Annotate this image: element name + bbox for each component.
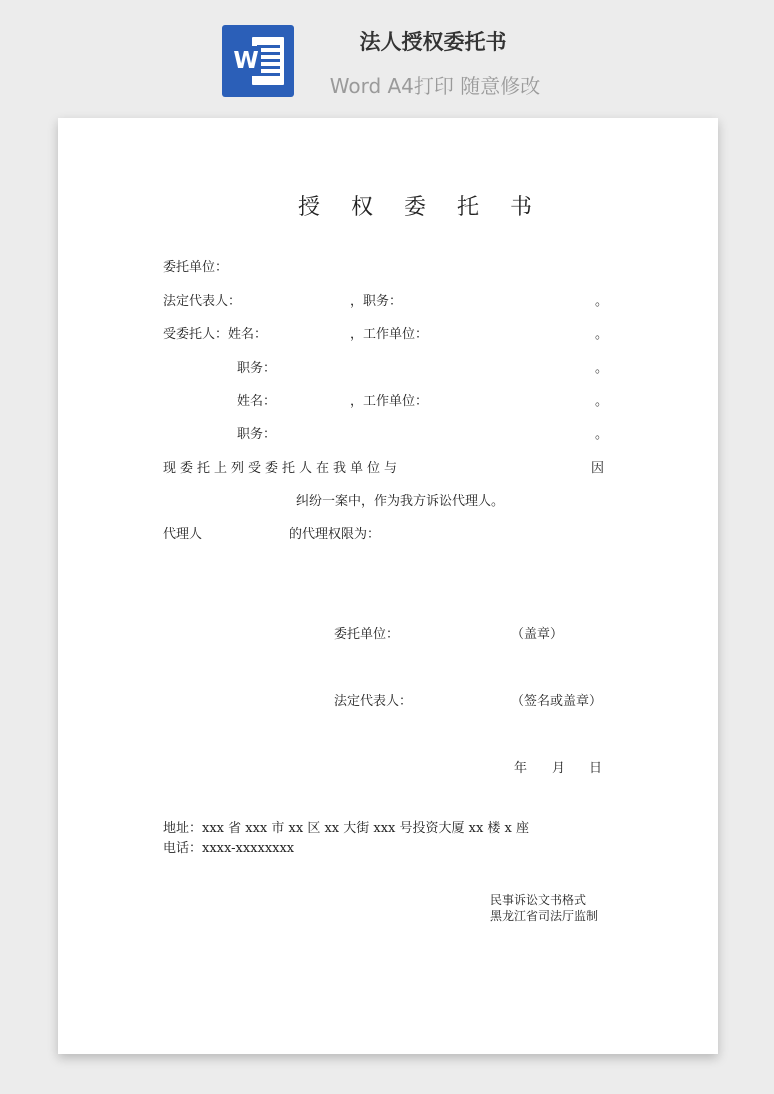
address-line: 地址：xxx 省 xxx 市 xx 区 xx 大街 xxx 号投资大厦 xx 楼 x 座 xyxy=(163,821,530,836)
document-page xyxy=(58,118,718,1054)
seal-note: （盖章） xyxy=(511,627,564,642)
period-mark: 。 xyxy=(595,394,609,409)
word-logo-letter: W xyxy=(231,46,261,76)
page-header xyxy=(0,0,774,110)
trustee-name-label: 受委托人：姓名： xyxy=(163,327,268,342)
year-label: 年 xyxy=(514,761,528,776)
period-mark: 。 xyxy=(595,294,609,309)
second-work-unit-label: ，工作单位： xyxy=(350,394,429,409)
legal-rep-label: 法定代表人： xyxy=(163,294,242,309)
signature-unit-label: 委托单位： xyxy=(334,627,400,642)
day-label: 日 xyxy=(589,761,603,776)
agent-label: 代理人 xyxy=(163,527,203,542)
entrusting-unit-label: 委托单位： xyxy=(163,260,229,275)
word-icon xyxy=(222,25,294,97)
month-label: 月 xyxy=(552,761,566,776)
trustee-position-label: 职务： xyxy=(237,361,277,376)
position-label: ，职务： xyxy=(350,294,403,309)
period-mark: 。 xyxy=(595,427,609,442)
period-mark: 。 xyxy=(595,361,609,376)
agent-authority-label: 的代理权限为： xyxy=(289,527,381,542)
footer-supervisor-note: 黑龙江省司法厅监制 xyxy=(490,909,599,923)
period-mark: 。 xyxy=(595,327,609,342)
second-name-label: 姓名： xyxy=(237,394,277,409)
work-unit-label: ，工作单位： xyxy=(350,327,429,342)
entrust-statement: 现委托上列受委托人在我单位与 xyxy=(163,461,402,476)
header-subtitle: Word A4打印 随意修改 xyxy=(329,74,541,98)
header-title: 法人授权委托书 xyxy=(359,30,507,54)
second-position-label: 职务： xyxy=(237,427,277,442)
because-word: 因 xyxy=(591,461,605,476)
phone-line: 电话：xxxx-xxxxxxxx xyxy=(163,841,295,856)
signature-legal-rep-label: 法定代表人： xyxy=(334,694,413,709)
document-title: 授 权 委 托 书 xyxy=(298,195,544,220)
footer-format-note: 民事诉讼文书格式 xyxy=(490,893,587,907)
sign-or-seal-note: （签名或盖章） xyxy=(511,694,603,709)
dispute-statement: 纠纷一案中，作为我方诉讼代理人。 xyxy=(296,494,505,509)
